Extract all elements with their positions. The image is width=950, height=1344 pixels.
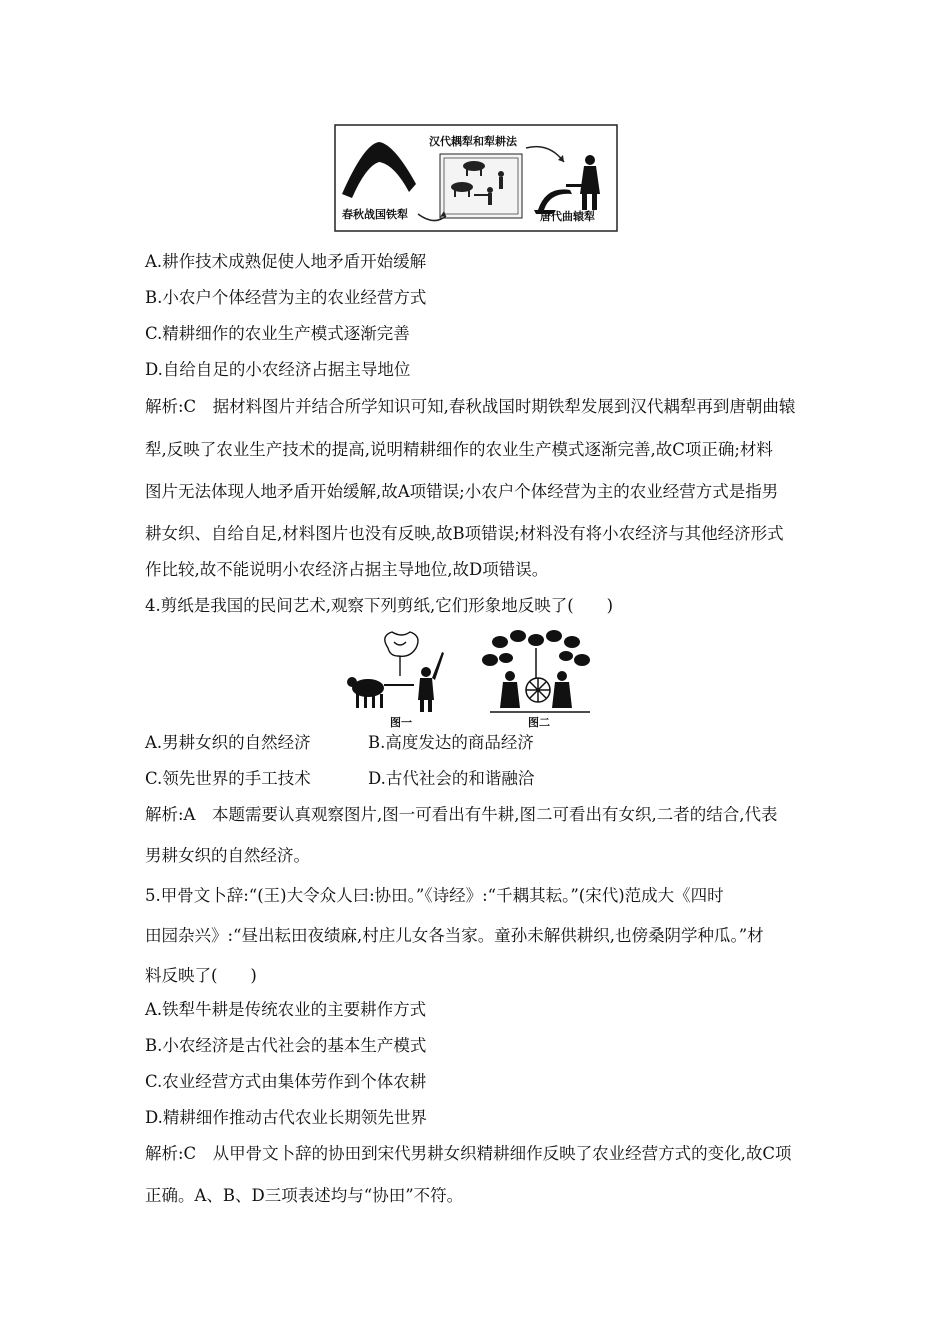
q3-analysis-line: 图片无法体现人地矛盾开始缓解,故A项错误;小农户个体经营为主的农业经营方式是指男 bbox=[145, 482, 779, 501]
q5-option-d: D.精耕细作推动古代农业长期领先世界 bbox=[145, 1108, 427, 1127]
figure-caption-2: 图二 bbox=[528, 716, 550, 729]
q3-analysis-line: 耕女织、自给自足,材料图片也没有反映,故B项错误;材料没有将小农经济与其他经济形式 bbox=[145, 524, 784, 543]
q5-analysis-line: 正确。A、B、D三项表述均与“协田”不符。 bbox=[145, 1186, 464, 1205]
q5-stem-line: 料反映了( ) bbox=[145, 966, 257, 985]
q3-analysis-line: 犁,反映了农业生产技术的提高,说明精耕细作的农业生产模式逐渐完善,故C项正确;材料 bbox=[145, 440, 773, 459]
q5-stem-line: 5.甲骨文卜辞:“(王)大令众人曰:协田。”《诗经》:“千耦其耘。”(宋代)范成大《四时 bbox=[145, 886, 724, 905]
figure-caption-1: 图一 bbox=[390, 716, 412, 729]
q3-option-c: C.精耕细作的农业生产模式逐渐完善 bbox=[145, 324, 410, 343]
q3-option-d: D.自给自足的小农经济占据主导地位 bbox=[145, 360, 411, 379]
q3-option-a: A.耕作技术成熟促使人地矛盾开始缓解 bbox=[145, 252, 427, 271]
q3-option-b: B.小农户个体经营为主的农业经营方式 bbox=[145, 288, 427, 307]
q4-option-d: D.古代社会的和谐融洽 bbox=[368, 769, 535, 788]
figure-label-spring-autumn-plough: 春秋战国铁犁 bbox=[342, 208, 408, 221]
q5-analysis-line: 解析:C 从甲骨文卜辞的协田到宋代男耕女织精耕细作反映了农业经营方式的变化,故C项 bbox=[145, 1144, 792, 1163]
q4-analysis-line: 解析:A 本题需要认真观察图片,图一可看出有牛耕,图二可看出有女织,二者的结合,代表 bbox=[145, 805, 778, 824]
figure-label-tang-plough: 唐代曲辕犁 bbox=[540, 210, 595, 223]
q5-option-b: B.小农经济是古代社会的基本生产模式 bbox=[145, 1036, 427, 1055]
q4-stem: 4.剪纸是我国的民间艺术,观察下列剪纸,它们形象地反映了( ) bbox=[145, 596, 614, 615]
paper-cut-figures bbox=[340, 628, 610, 728]
q4-option-c: C.领先世界的手工技术 bbox=[145, 769, 311, 788]
q5-option-a: A.铁犁牛耕是传统农业的主要耕作方式 bbox=[145, 1000, 427, 1019]
q3-analysis-line: 作比较,故不能说明小农经济占据主导地位,故D项错误。 bbox=[145, 560, 549, 579]
q4-option-b: B.高度发达的商品经济 bbox=[368, 733, 534, 752]
paper-cut-illustration bbox=[340, 628, 610, 728]
q3-analysis-line: 解析:C 据材料图片并结合所学知识可知,春秋战国时期铁犁发展到汉代耦犁再到唐朝曲辕 bbox=[145, 397, 796, 416]
plough-evolution-figure bbox=[334, 124, 618, 232]
figure-label-han-plough: 汉代耦犁和犁耕法 bbox=[429, 135, 517, 148]
q4-option-a: A.男耕女织的自然经济 bbox=[145, 733, 311, 752]
q5-stem-line: 田园杂兴》:“昼出耘田夜绩麻,村庄儿女各当家。童孙未解供耕织,也傍桑阴学种瓜。”材 bbox=[145, 926, 764, 945]
q4-analysis-line: 男耕女织的自然经济。 bbox=[145, 846, 310, 865]
q5-option-c: C.农业经营方式由集体劳作到个体农耕 bbox=[145, 1072, 427, 1091]
